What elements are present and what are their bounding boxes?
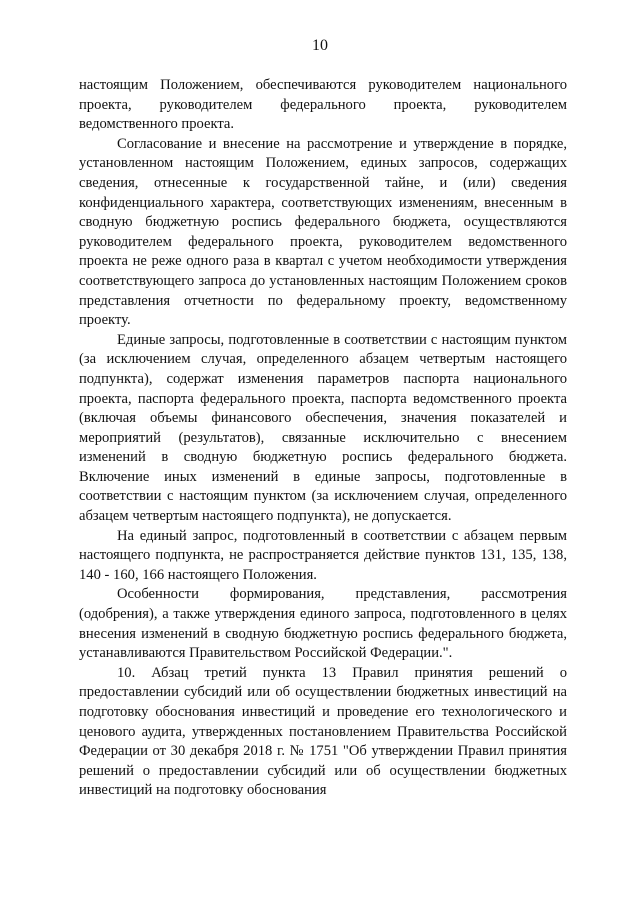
paragraph: Особенности формирования, представления, рассмотрения (одобрения), а также утверждения единого запроса, подготовленного в целях внесения изменений в сводную бюджетную роспись федерального бюджета, устанавливаются Правительством Российской Федерации.". [79,586,567,662]
paragraph: Единые запросы, подготовленные в соответствии с настоящим пунктом (за исключением случая, определенного абзацем четвертым настоящего подпункта), содержат изменения параметров паспорта национального проекта, паспорта федерального проекта, паспорта ведомственного проекта (включая объемы финансового обеспечения, значения показателей и мероприятий (результатов), связанные исключительно с внесением изменений в сводную бюджетную роспись федерального бюджета. Включение иных изменений в единые запросы, подготовленные в соответствии с настоящим пунктом (за исключением случая, определенного абзацем четвертым настоящего подпункта), не допускается. [79,331,567,525]
paragraph-continuation: настоящим Положением, обеспечиваются руководителем национального проекта, руководителем федерального проекта, руководителем ведомственного проекта. [79,77,567,133]
page-number: 10 [312,37,328,54]
paragraph: 10. Абзац третий пункта 13 Правил принятия решений о предоставлении субсидий или об осуществлении бюджетных инвестиций на подготовку обоснования инвестиций и проведение его технологического и ценового аудита, утвержденных постановлением Правительства Российской Федерации от 30 декабря 2018 г. № 1751 "Об утверждении Правил принятия решений о предоставлении субсидий или об осуществлении бюджетных инвестиций на подготовку обоснования [79,664,567,799]
paragraph: На единый запрос, подготовленный в соответствии с абзацем первым настоящего подпункта, не распространяется действие пунктов 131, 135, 138, 140 - 160, 166 настоящего Положения. [79,527,567,583]
paragraph: Согласование и внесение на рассмотрение и утверждение в порядке, установленном настоящим Положением, единых запросов, содержащих сведения, отнесенные к государственной тайне, и (или) сведения конфиденциального характера, соответствующих изменениям, внесенным в сводную бюджетную роспись федерального бюджета, осуществляются руководителем федерального проекта, руководителем ведомственного проекта не реже одного раза в квартал с учетом необходимости утверждения соответствующего запроса до установленных настоящим Положением сроков представления отчетности по федеральному проекту, ведомственному проекту. [79,135,567,329]
document-body [79,76,567,801]
